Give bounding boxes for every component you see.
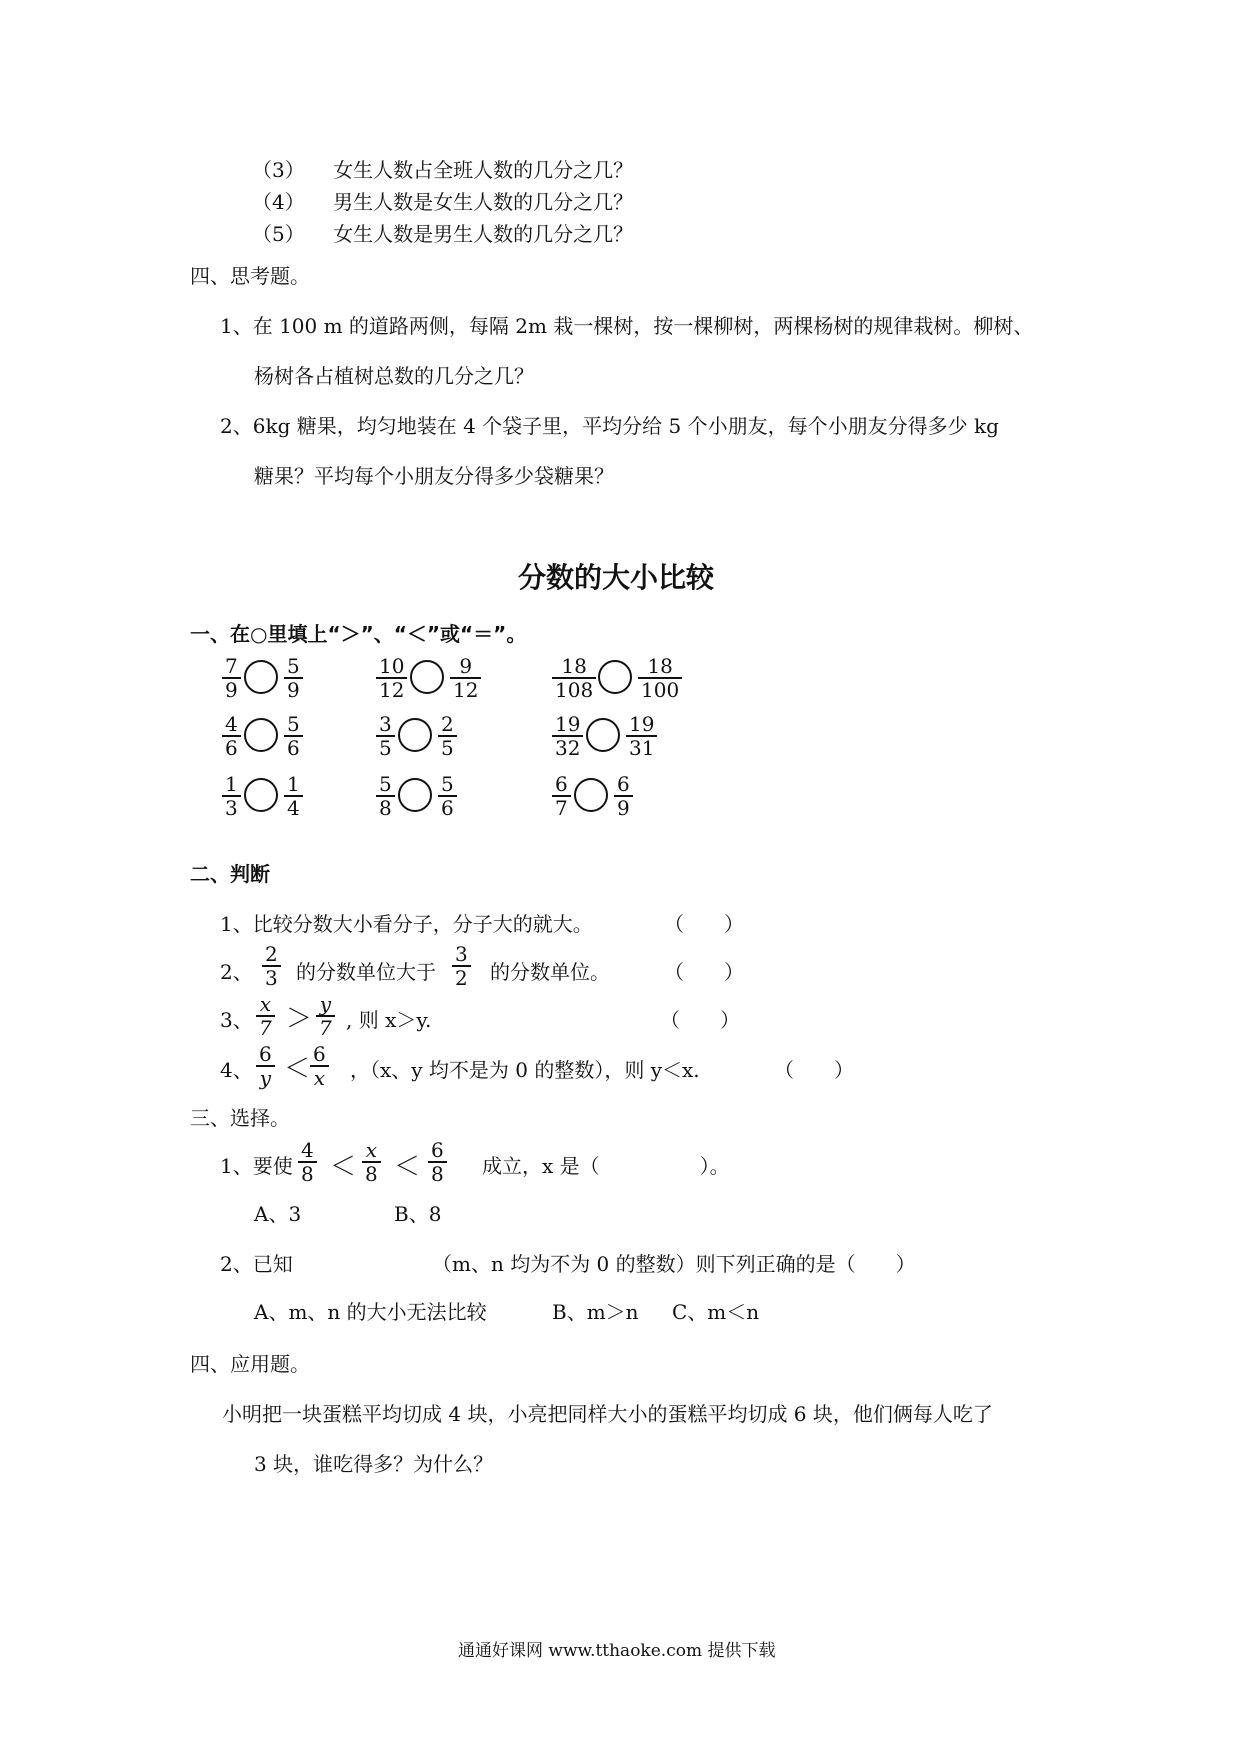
judge-q2-suffix: 的分数单位。: [490, 960, 610, 984]
fraction-denominator: 32: [555, 736, 581, 760]
judge-q2-fraction-2: 3 2: [452, 944, 471, 988]
compare-answer-circle[interactable]: [244, 660, 278, 694]
application-line2: 3 块，谁吃得多？为什么？: [254, 1452, 494, 1476]
compare-answer-circle[interactable]: [244, 718, 278, 752]
fraction-denominator: 7: [555, 796, 568, 820]
fraction-numerator: 6: [617, 772, 630, 796]
question-text: 男生人数是女生人数的几分之几？: [333, 190, 634, 214]
question-text: 女生人数是男生人数的几分之几？: [333, 222, 634, 246]
compare-right-fraction: [614, 774, 633, 818]
compare-left-fraction: [552, 656, 596, 700]
fraction-numerator: 1: [287, 772, 300, 796]
application-line1: 小明把一块蛋糕平均切成 4 块，小亮把同样大小的蛋糕平均切成 6 块，他们俩每人吃了: [222, 1402, 993, 1426]
judge-q4-fraction-1: 6 y: [256, 1044, 275, 1088]
choice-q1-symbol-2: ＜: [394, 1152, 421, 1182]
fraction-denominator: 108: [555, 678, 594, 702]
compare-right-fraction: [284, 656, 303, 700]
compare-right-fraction: [638, 656, 682, 700]
compare-left-fraction: [222, 656, 241, 700]
choice-q1-fraction-3: 6 8: [428, 1140, 447, 1184]
choice-q1-suffix: 成立，x 是（ ）。: [482, 1154, 730, 1178]
fraction-denominator: 6: [287, 736, 300, 760]
choice-q2-option-a[interactable]: A、m、n 的大小无法比较: [254, 1300, 487, 1324]
page-title: 分数的大小比较: [518, 561, 715, 594]
fraction-denominator: 5: [441, 736, 454, 760]
fraction-numerator: 18: [647, 654, 673, 678]
fraction-denominator: 9: [617, 796, 630, 820]
fraction-denominator: 100: [641, 678, 680, 702]
compare-right-fraction: [284, 774, 303, 818]
judge-q2-mid: 的分数单位大于: [296, 960, 436, 984]
fraction-denominator: 9: [287, 678, 300, 702]
question-number: （3）: [252, 158, 305, 182]
fraction-numerator: 5: [379, 772, 392, 796]
judge-q2-fraction-1: 2 3: [262, 944, 281, 988]
choice-q1-prefix: 1、要使: [220, 1154, 293, 1178]
fraction-numerator: 18: [561, 654, 587, 678]
choice-q2-prefix: 2、已知: [220, 1252, 293, 1276]
judge-q3-fraction-1: x 7: [256, 994, 275, 1038]
judge-q4-symbol: ＜: [284, 1054, 311, 1084]
fraction-numerator: 19: [555, 712, 581, 736]
fraction-denominator: 12: [379, 678, 405, 702]
judge-q3-paren[interactable]: （ ）: [660, 1008, 740, 1032]
choice-q2-option-b[interactable]: B、m＞n: [552, 1300, 639, 1324]
compare-answer-circle[interactable]: [410, 660, 444, 694]
judge-q1: 1、比较分数大小看分子，分子大的就大。: [220, 912, 593, 936]
question-3: [252, 154, 633, 183]
fraction-denominator: 6: [225, 736, 238, 760]
judge-q4-prefix: 4、: [220, 1058, 253, 1082]
judge-q1-paren[interactable]: （ ）: [664, 912, 744, 936]
compare-answer-circle[interactable]: [586, 718, 620, 752]
fraction-denominator: 12: [453, 678, 479, 702]
fraction-denominator: 9: [225, 678, 238, 702]
section4-heading: 四、应用题。: [190, 1352, 310, 1376]
judge-q3-symbol: ＞: [286, 1004, 313, 1034]
fraction-numerator: 1: [225, 772, 238, 796]
compare-left-fraction: [552, 774, 571, 818]
judge-q2-prefix: 2、: [220, 960, 253, 984]
compare-right-fraction: [438, 714, 457, 758]
question-4: [252, 186, 633, 215]
fraction-numerator: 2: [441, 712, 454, 736]
compare-right-fraction: [450, 656, 481, 700]
compare-right-fraction: [438, 774, 457, 818]
judge-q4-paren[interactable]: （ ）: [774, 1058, 854, 1082]
compare-right-fraction: [284, 714, 303, 758]
fraction-denominator: 8: [379, 796, 392, 820]
compare-left-fraction: [376, 774, 395, 818]
choice-q1-option-a[interactable]: A、3: [254, 1202, 302, 1226]
fraction-numerator: 4: [225, 712, 238, 736]
judge-q2-paren[interactable]: （ ）: [664, 960, 744, 984]
judge-q3-prefix: 3、: [220, 1008, 253, 1032]
fraction-denominator: 6: [441, 796, 454, 820]
fraction-numerator: 9: [459, 654, 473, 678]
fraction-numerator: 7: [225, 654, 238, 678]
compare-answer-circle[interactable]: [398, 718, 432, 752]
fraction-numerator: 19: [629, 712, 655, 736]
compare-answer-circle[interactable]: [244, 778, 278, 812]
fraction-numerator: 5: [287, 712, 300, 736]
fraction-denominator: 4: [287, 796, 300, 820]
compare-left-fraction: [222, 774, 241, 818]
compare-answer-circle[interactable]: [598, 660, 632, 694]
fraction-numerator: 5: [287, 654, 300, 678]
question-text: 女生人数占全班人数的几分之几？: [333, 158, 634, 182]
think-q1-line2: 杨树各占植树总数的几分之几？: [254, 364, 534, 388]
fraction-denominator: 3: [225, 796, 238, 820]
question-5: [252, 218, 633, 247]
judge-q4-suffix: ，（x、y 均不是为 0 的整数），则 y＜x.: [350, 1058, 700, 1082]
compare-left-fraction: [376, 714, 395, 758]
question-number: （5）: [252, 222, 305, 246]
judge-q3-suffix: , 则 x＞y.: [346, 1008, 432, 1032]
fraction-denominator: 5: [379, 736, 392, 760]
compare-right-fraction: [626, 714, 657, 758]
judge-q4-fraction-2: 6 x: [310, 1044, 329, 1088]
choice-q2-suffix: （m、n 均为不为 0 的整数）则下列正确的是（ ）: [432, 1252, 916, 1276]
fraction-numerator: 6: [555, 772, 568, 796]
compare-answer-circle[interactable]: [398, 778, 432, 812]
fraction-numerator: 3: [379, 712, 392, 736]
section2-heading: 二、判断: [190, 862, 270, 886]
fraction-numerator: 10: [379, 654, 405, 678]
choice-q1-fraction-1: 4 8: [298, 1140, 317, 1184]
question-number: （4）: [252, 190, 305, 214]
choice-q1-fraction-2: x 8: [362, 1140, 381, 1184]
choice-q1-symbol-1: ＜: [330, 1152, 357, 1182]
judge-q3-fraction-2: y 7: [316, 994, 335, 1038]
think-heading: 四、思考题。: [190, 264, 310, 288]
choice-q2-option-c[interactable]: C、m＜n: [672, 1300, 760, 1324]
section3-heading: 三、选择。: [190, 1106, 290, 1130]
fraction-numerator: 5: [441, 772, 454, 796]
compare-left-fraction: [222, 714, 241, 758]
compare-left-fraction: [552, 714, 583, 758]
think-q1-line1: 1、在 100 m 的道路两侧，每隔 2m 栽一棵树，按一棵柳树，两棵杨树的规律栽树。柳树、: [220, 314, 1034, 338]
think-q2-line2: 糖果？平均每个小朋友分得多少袋糖果？: [254, 464, 614, 488]
fraction-denominator: 31: [629, 736, 655, 760]
choice-q1-option-b[interactable]: B、8: [394, 1202, 442, 1226]
section1-heading: 一、在○里填上“＞”、“＜”或“＝”。: [190, 622, 527, 646]
compare-answer-circle[interactable]: [574, 778, 608, 812]
think-q2-line1: 2、6kg 糖果，均匀地装在 4 个袋子里，平均分给 5 个小朋友，每个小朋友分得多少 kg: [220, 414, 999, 438]
page-footer: 通通好课网 www.tthaoke.com 提供下载: [458, 1641, 776, 1661]
compare-left-fraction: [376, 656, 407, 700]
